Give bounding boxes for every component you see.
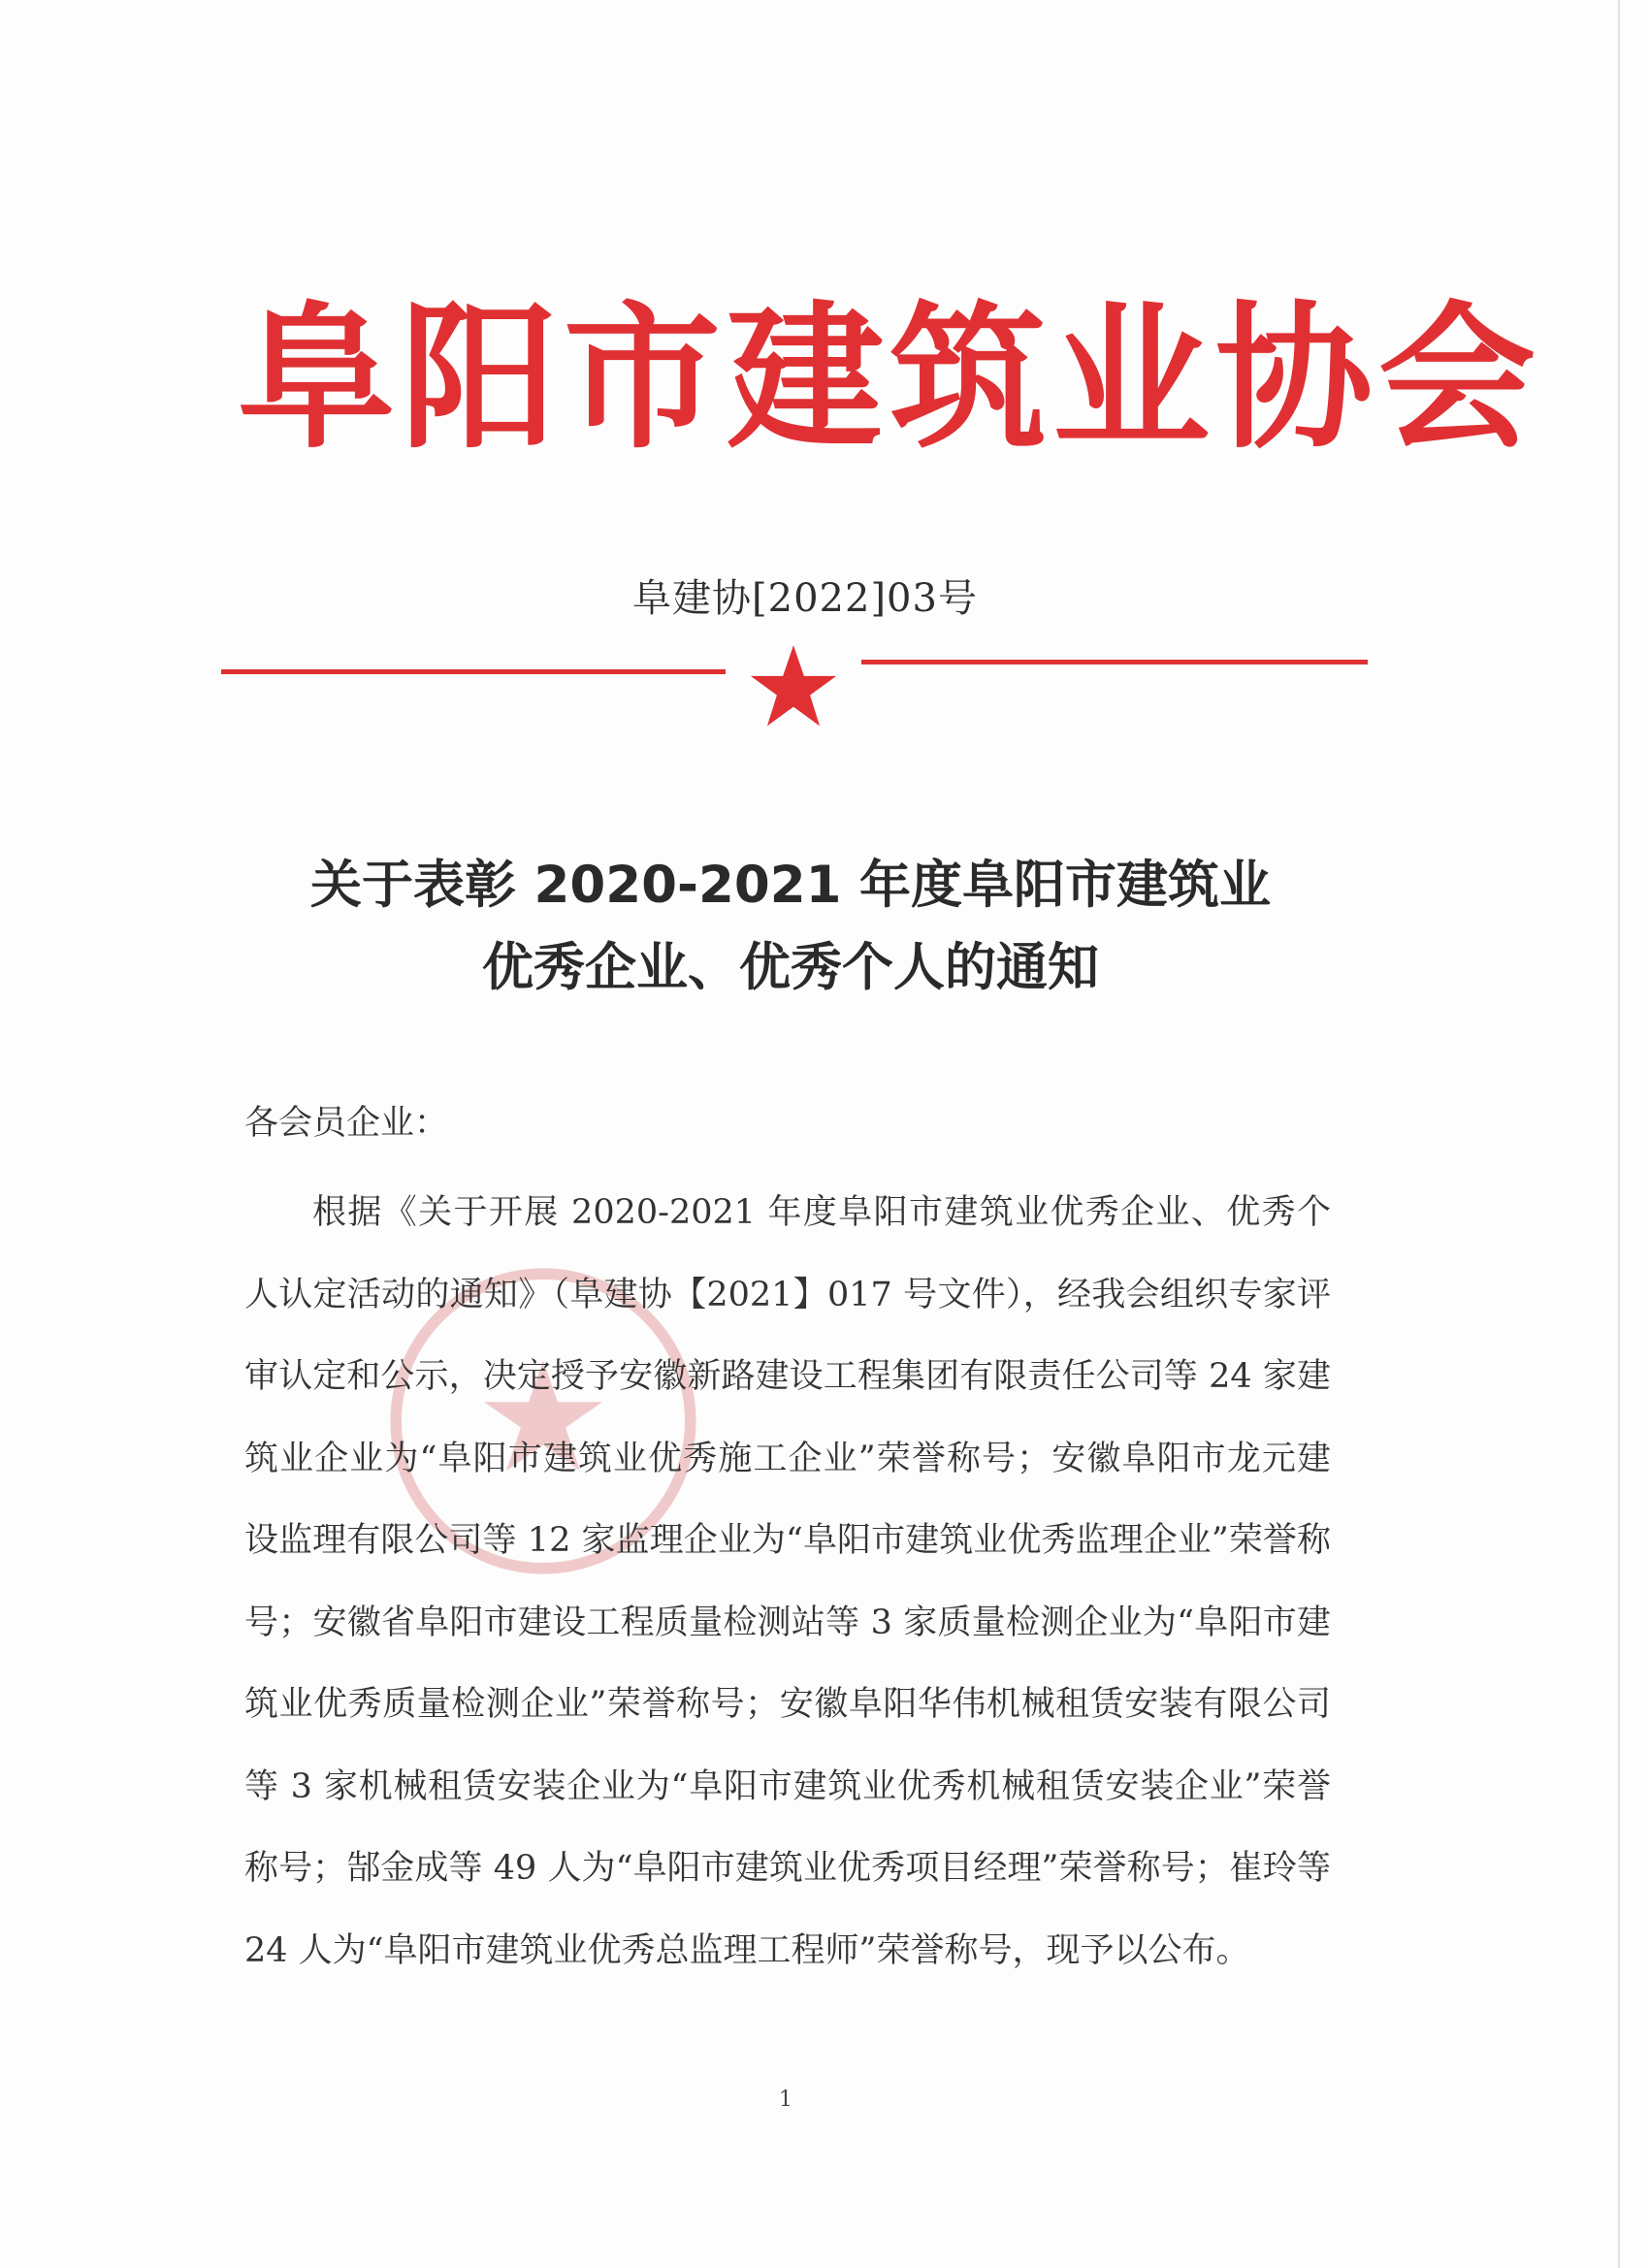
star-icon — [749, 643, 838, 729]
page-number: 1 — [779, 2088, 792, 2112]
masthead-org-name: 阜阳市建筑业协会 — [238, 286, 1541, 470]
header-rule-left — [221, 669, 726, 674]
salutation: 各会员企业： — [244, 1104, 449, 1143]
title-line-2: 优秀企业、优秀个人的通知 — [482, 938, 1099, 997]
scan-edge-line — [1618, 0, 1620, 2268]
document-number: 阜建协[2022]03号 — [632, 576, 978, 621]
document-title — [194, 844, 1387, 1009]
header-rule-right — [861, 660, 1368, 664]
title-line-1: 关于表彰 2020-2021 年度阜阳市建筑业 — [310, 856, 1271, 915]
body-paragraph: 根据《关于开展 2020-2021 年度阜阳市建筑业优秀企业、优秀个人认定活动的通知》（阜建协【2021】017 号文件），经我会组织专家评审认定和公示，决定授予安徽新路建设工程集团有限责任公司等 24 家建筑业企业为“阜阳市建筑业优秀施工企业”荣誉称号；安徽阜阳市龙元建设监理有限公司等 12 家监理企业为“阜阳市建筑业优秀监理企业”荣誉称号；安徽省阜阳市建设工程质量检测站等 3 家质量检测企业为“阜阳市建筑业优秀质量检测企业”荣誉称号；安徽阜阳华伟机械租赁安装有限公司等 3 家机械租赁安装企业为“阜阳市建筑业优秀机械租赁安装企业”荣誉称号；郜金成等 49 人为“阜阳市建筑业优秀项目经理”荣誉称号；崔玲等 24 人为“阜阳市建筑业优秀总监理工程师”荣誉称号，现予以公布。 — [244, 1193, 1331, 1970]
